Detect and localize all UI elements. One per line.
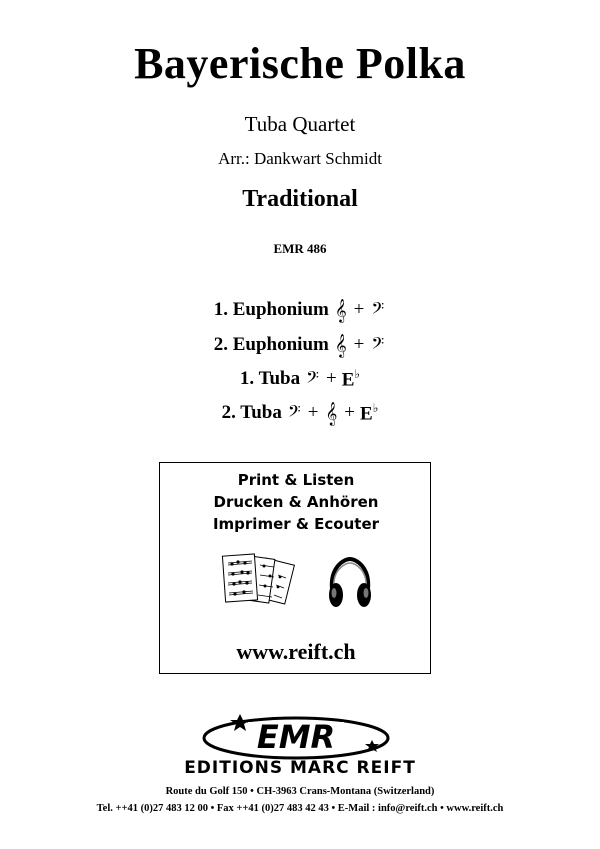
composer: Traditional	[242, 186, 358, 212]
e-flat-label: E♭	[341, 366, 361, 391]
catalog-number: EMR 486	[273, 241, 327, 256]
plus-sign: +	[307, 402, 319, 423]
subtitle: Tuba Quartet	[244, 112, 356, 136]
treble-clef-icon: 𝄞	[334, 333, 347, 357]
sheet-music-icon	[220, 551, 300, 617]
part-euphonium-1	[0, 296, 600, 324]
part-label: 1. Euphonium	[213, 299, 329, 320]
promo-line-fr: Imprimer & Ecouter	[212, 515, 380, 533]
part-tuba-1	[0, 365, 600, 393]
plus-sign: +	[344, 402, 355, 423]
bass-clef-icon: 𝄢	[371, 298, 385, 322]
print-listen-box[interactable]	[159, 462, 431, 674]
part-euphonium-2	[0, 331, 600, 359]
logo-text: EMR	[256, 718, 336, 756]
part-tuba-2	[0, 399, 600, 427]
plus-sign: +	[326, 368, 337, 389]
bass-clef-icon: 𝄢	[371, 333, 385, 357]
page-title: Bayerische Polka	[134, 39, 466, 88]
promo-line-de: Drucken & Anhören	[213, 493, 379, 511]
publisher-contact: Tel. ++41 (0)27 483 12 00 • Fax ++41 (0)27 483 42 43 • E-Mail : info@reift.ch • www.reift.ch	[96, 803, 504, 814]
treble-clef-icon: 𝄞	[334, 298, 347, 322]
part-label: 1. Tuba	[239, 368, 301, 389]
treble-clef-icon: 𝄞	[325, 401, 338, 425]
bass-clef-icon: 𝄢	[306, 367, 320, 391]
publisher-name: EDITIONS MARC REIFT	[184, 758, 416, 778]
publisher-address: Route du Golf 150 • CH-3963 Crans-Montana (Switzerland)	[165, 786, 435, 797]
part-label: 2. Tuba	[221, 402, 282, 423]
arranger: Arr.: Dankwart Schmidt	[218, 149, 382, 168]
website-link[interactable]: www.reift.ch	[236, 639, 356, 664]
plus-sign: +	[353, 299, 365, 320]
e-flat-label: E♭	[360, 400, 379, 425]
promo-line-en: Print & Listen	[237, 471, 355, 489]
headphones-icon	[326, 555, 374, 613]
plus-sign: +	[353, 334, 365, 355]
part-label: 2. Euphonium	[213, 334, 329, 355]
emr-logo	[196, 708, 396, 762]
bass-clef-icon: 𝄢	[287, 401, 301, 425]
